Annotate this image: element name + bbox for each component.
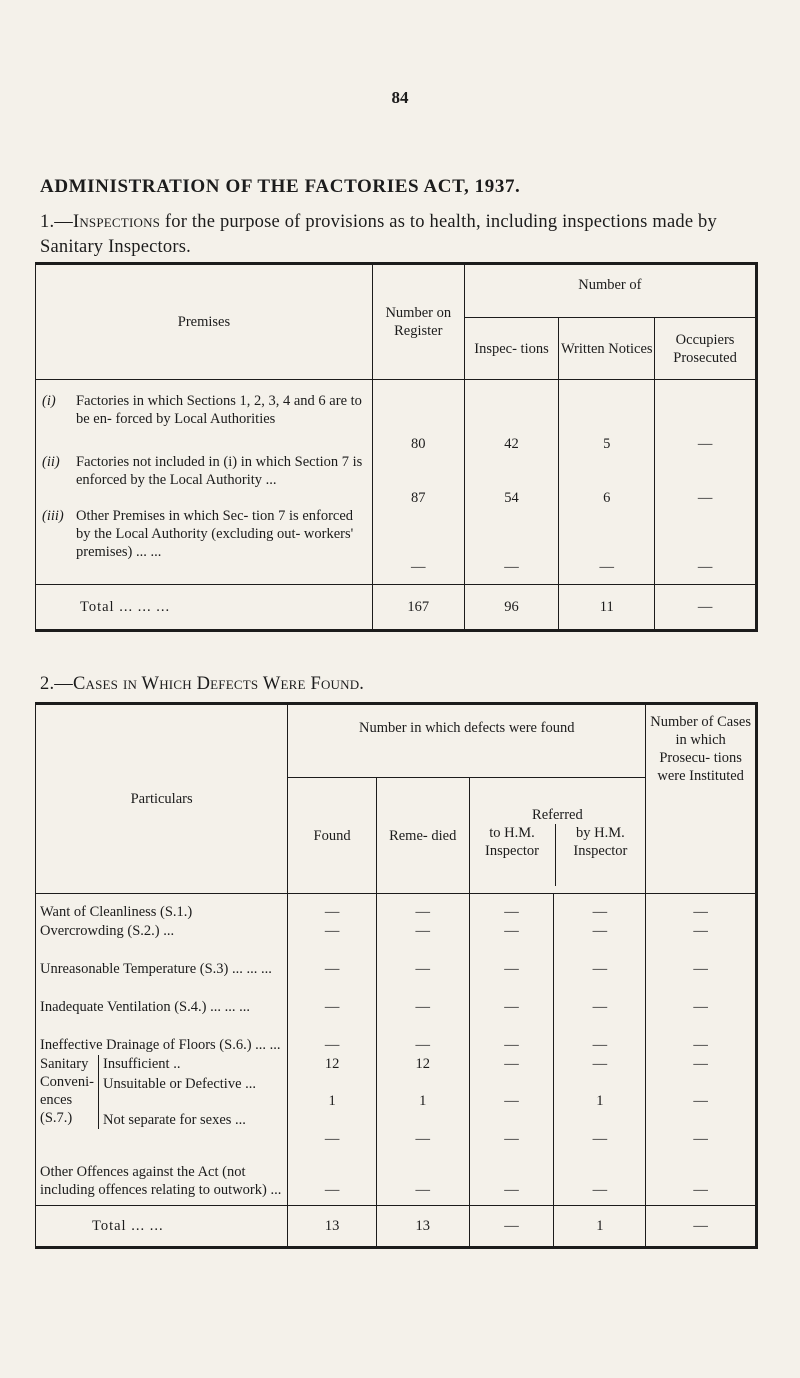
total-row: [36, 585, 757, 631]
found-value: —: [288, 1110, 377, 1148]
found-value: —: [288, 894, 377, 921]
total-found: 13: [288, 1206, 377, 1248]
by-hm-value: —: [554, 1054, 646, 1073]
premises-cell: [36, 453, 373, 507]
found-value: —: [288, 1148, 377, 1206]
to-hm-value: —: [469, 1148, 554, 1206]
table-row: [36, 1016, 757, 1054]
prosecutions-value: —: [646, 1148, 757, 1206]
by-hm-value: —: [554, 1148, 646, 1206]
section-1-number: 1.—: [40, 212, 73, 232]
prosecuted-value: —: [655, 453, 757, 507]
table-row: [36, 978, 757, 1016]
particulars-cell: Unreasonable Temperature (S.3) ... ... ...: [40, 960, 272, 977]
register-value: 80: [372, 380, 464, 453]
header-referred: Referred: [532, 807, 583, 823]
header-found: Found: [288, 778, 377, 894]
by-hm-value: —: [554, 1110, 646, 1148]
total-inspections: 96: [464, 585, 559, 631]
header-particulars: Particulars: [36, 704, 288, 894]
found-value: 12: [288, 1054, 377, 1073]
document-title: ADMINISTRATION OF THE FACTORIES ACT, 1937.: [40, 176, 521, 197]
sanitary-row-label: Insufficient ..: [103, 1055, 181, 1072]
by-hm-value: —: [554, 1016, 646, 1054]
remedied-value: —: [376, 1110, 469, 1148]
total-notices: 11: [559, 585, 655, 631]
to-hm-value: —: [469, 894, 554, 921]
to-hm-value: —: [469, 1110, 554, 1148]
header-prosecutions: Number of Cases in which Prosecu- tions were Instituted: [646, 704, 757, 894]
header-inspections: Inspec- tions: [464, 318, 559, 380]
row-numeral: (i): [42, 393, 56, 409]
prosecutions-value: —: [646, 940, 757, 978]
total-to-hm: —: [469, 1206, 554, 1248]
row-label: Other Premises in which Sec- tion 7 is enforced by the Local Authority (excluding out- workers' premises) ... ...: [76, 507, 354, 560]
particulars-cell: Inadequate Ventilation (S.4.) ... ... ...: [40, 998, 250, 1015]
page-number: 84: [391, 88, 409, 107]
notices-value: —: [559, 507, 655, 585]
table-row: [36, 1148, 757, 1206]
header-premises: Premises: [36, 264, 373, 380]
total-prosecutions: —: [646, 1206, 757, 1248]
to-hm-value: —: [469, 1054, 554, 1073]
total-remedied: 13: [376, 1206, 469, 1248]
remedied-value: 12: [376, 1054, 469, 1073]
table-row: [36, 894, 757, 921]
prosecutions-value: —: [646, 1110, 757, 1148]
by-hm-value: —: [554, 921, 646, 940]
prosecutions-value: —: [646, 1016, 757, 1054]
table-row: [36, 507, 757, 585]
inspections-value: 54: [464, 453, 559, 507]
table-row: [36, 1054, 757, 1073]
remedied-value: —: [376, 1016, 469, 1054]
by-hm-value: —: [554, 894, 646, 921]
premises-cell: [36, 507, 373, 585]
to-hm-value: —: [469, 978, 554, 1016]
section-2-heading-smallcaps: Cases in Which Defects Were Found.: [72, 674, 365, 694]
section-1-heading-smallcaps: Inspections: [72, 212, 161, 232]
remedied-value: —: [376, 921, 469, 940]
section-2-number: 2.—: [40, 674, 73, 694]
total-by-hm: 1: [554, 1206, 646, 1248]
notices-value: 6: [559, 453, 655, 507]
found-value: —: [288, 978, 377, 1016]
premises-cell: [36, 380, 373, 453]
particulars-cell: Other Offences against the Act (not including offences relating to outwork) ...: [40, 1164, 282, 1198]
remedied-value: —: [376, 894, 469, 921]
inspections-value: 42: [464, 380, 559, 453]
particulars-cell: Ineffective Drainage of Floors (S.6.) ... ...: [40, 1036, 281, 1053]
row-label: Factories in which Sections 1, 2, 3, 4 and 6 are to be en- forced by Local Authorities: [76, 393, 362, 427]
total-prosecuted: —: [655, 585, 757, 631]
prosecutions-value: —: [646, 978, 757, 1016]
found-value: 1: [288, 1073, 377, 1110]
header-number-of: Number of: [464, 264, 756, 318]
header-referred-group: [469, 778, 646, 894]
prosecuted-value: —: [655, 380, 757, 453]
particulars-cell: Want of Cleanliness (S.1.): [40, 903, 193, 920]
remedied-value: —: [376, 1148, 469, 1206]
to-hm-value: —: [469, 1073, 554, 1110]
row-numeral: (iii): [42, 507, 64, 524]
total-row: [36, 1206, 757, 1248]
defects-table: [35, 702, 758, 1249]
section-2-heading: [40, 672, 764, 697]
register-value: —: [372, 507, 464, 585]
prosecutions-value: —: [646, 921, 757, 940]
total-register: 167: [372, 585, 464, 631]
table-row: [36, 380, 757, 453]
by-hm-value: —: [554, 978, 646, 1016]
notices-value: 5: [559, 380, 655, 453]
header-by-hm: by H.M. Inspector: [555, 824, 646, 886]
found-value: —: [288, 940, 377, 978]
section-1-heading: [40, 210, 764, 260]
prosecutions-value: —: [646, 1054, 757, 1073]
table-row: [36, 940, 757, 978]
prosecuted-value: —: [655, 507, 757, 585]
total-label: Total ... ...: [36, 1206, 288, 1248]
sanitary-row-label: Unsuitable or Defective ...: [103, 1075, 257, 1092]
remedied-value: 1: [376, 1073, 469, 1110]
header-prosecuted: Occupiers Prosecuted: [655, 318, 757, 380]
to-hm-value: —: [469, 1016, 554, 1054]
header-notices: Written Notices: [559, 318, 655, 380]
header-register: Number on Register: [372, 264, 464, 380]
found-value: —: [288, 1016, 377, 1054]
by-hm-value: 1: [554, 1073, 646, 1110]
total-label: Total ... ... ...: [36, 585, 373, 631]
header-defects-found: Number in which defects were found: [288, 704, 646, 778]
header-to-hm: to H.M. Inspector: [485, 825, 539, 859]
remedied-value: —: [376, 978, 469, 1016]
to-hm-value: —: [469, 940, 554, 978]
row-numeral: (ii): [42, 453, 60, 470]
found-value: —: [288, 921, 377, 940]
table-row: [36, 453, 757, 507]
remedied-value: —: [376, 940, 469, 978]
to-hm-value: —: [469, 921, 554, 940]
sanitary-group-label: Sanitary Conveni- ences (S.7.): [40, 1055, 94, 1126]
sanitary-conveniences-cell: [36, 1054, 288, 1148]
prosecutions-value: —: [646, 894, 757, 921]
by-hm-value: —: [554, 940, 646, 978]
register-value: 87: [372, 453, 464, 507]
particulars-cell: Overcrowding (S.2.) ...: [40, 922, 175, 939]
table-row: [36, 921, 757, 940]
header-remedied: Reme- died: [376, 778, 469, 894]
row-label: Factories not included in (i) in which Section 7 is enforced by the Local Authority ...: [76, 453, 363, 488]
section-1-heading-text: for the purpose of provisions as to health, including inspections made by Sanitary Inspectors.: [40, 212, 717, 257]
inspections-table: [35, 262, 758, 632]
sanitary-row-label: Not separate for sexes ...: [103, 1111, 246, 1128]
inspections-value: —: [464, 507, 559, 585]
prosecutions-value: —: [646, 1073, 757, 1110]
